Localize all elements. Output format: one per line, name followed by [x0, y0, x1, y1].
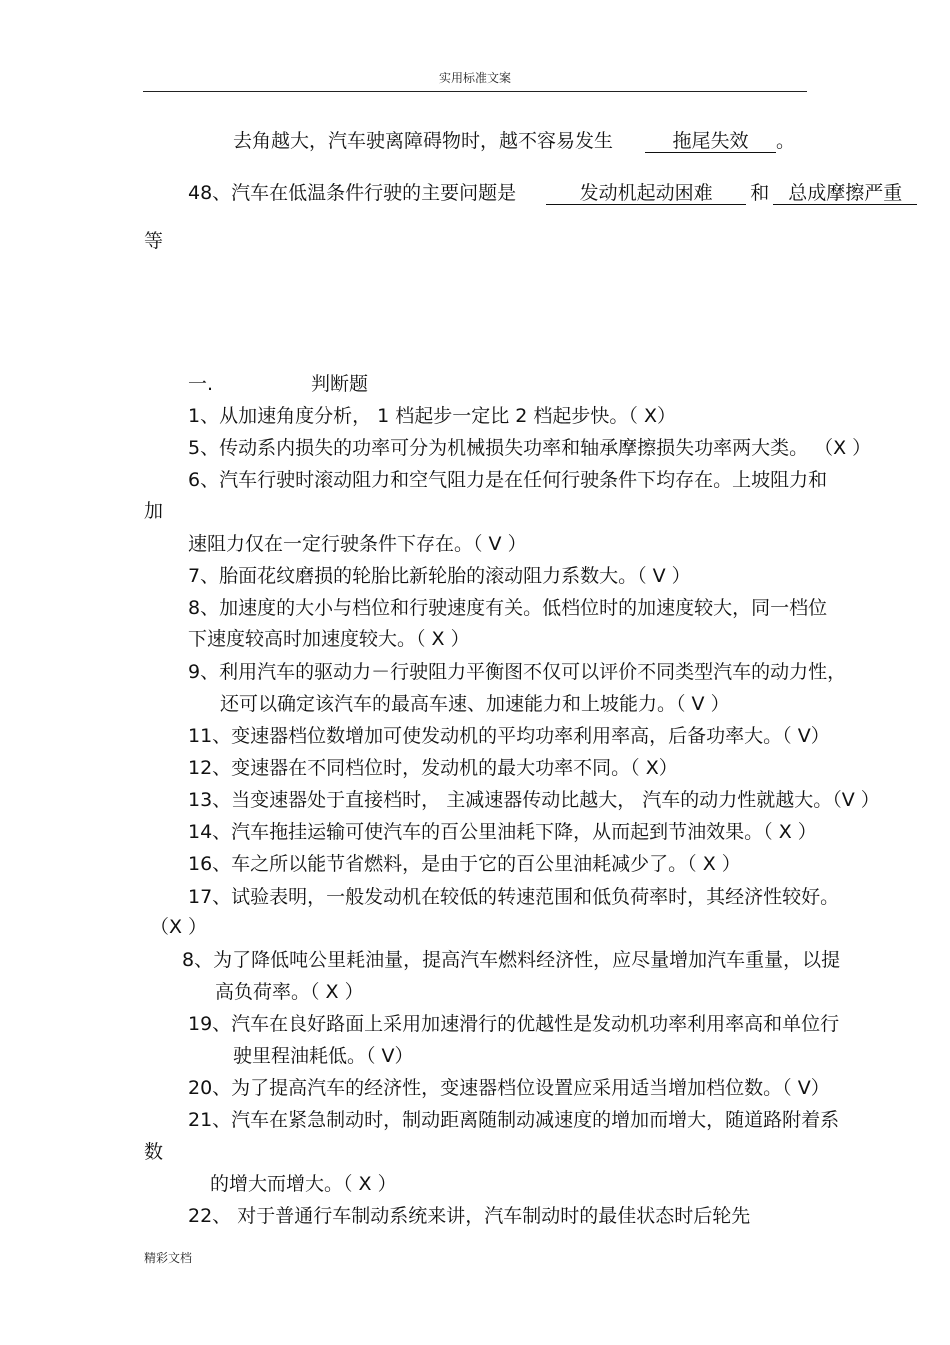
question-8-line-1: 8、加速度的大小与档位和行驶速度有关。低档位时的加速度较大，同一档位 — [188, 597, 828, 619]
fill-blank-answer: 拖尾失效 — [645, 130, 776, 153]
question-48-answer-1: 发动机起动困难 — [546, 182, 746, 205]
fill-blank-line-1 — [233, 130, 795, 153]
section-number: 一. — [188, 373, 214, 395]
question-18-line-1: 8、为了降低吨公里耗油量，提高汽车燃料经济性，应尽量增加汽车重量，以提 — [182, 949, 841, 971]
question-14: 14、汽车拖挂运输可使汽车的百公里油耗下降，从而起到节油效果。（ X ） — [188, 821, 817, 843]
question-19-line-1: 19、汽车在良好路面上采用加速滑行的优越性是发动机功率利用率高和单位行 — [188, 1013, 840, 1035]
page-footer: 精彩文档 — [144, 1251, 193, 1265]
question-19-line-2: 驶里程油耗低。（ V） — [233, 1045, 414, 1067]
question-16: 16、车之所以能节省燃料，是由于它的百公里油耗减少了。（ X ） — [188, 853, 741, 875]
fill-blank-period: 。 — [776, 130, 796, 152]
question-5: 5、传动系内损失的功率可分为机械损失功率和轴承摩擦损失功率两大类。 （X ） — [188, 437, 872, 459]
question-20: 20、为了提高汽车的经济性，变速器档位设置应采用适当增加档位数。（ V） — [188, 1077, 830, 1099]
header-rule — [143, 91, 807, 92]
question-9-line-1: 9、利用汽车的驱动力－行驶阻力平衡图不仅可以评价不同类型汽车的动力性， — [188, 661, 847, 683]
question-6-line-2: 加 — [144, 500, 164, 522]
question-8-line-2: 下速度较高时加速度较大。（ X ） — [188, 628, 470, 650]
section-title: 判断题 — [311, 373, 369, 395]
question-48-tail: 等 — [144, 230, 164, 252]
question-48-text: 48、汽车在低温条件行驶的主要问题是 — [188, 182, 517, 204]
question-21-line-1: 21、汽车在紧急制动时，制动距离随制动减速度的增加而增大，随道路附着系 — [188, 1109, 840, 1131]
question-21-line-2: 数 — [144, 1141, 164, 1163]
question-48-and: 和 — [750, 182, 770, 204]
question-6-line-3: 速阻力仅在一定行驶条件下存在。（ V ） — [188, 533, 527, 555]
question-17-line-2: （X ） — [150, 916, 208, 938]
question-9-line-2: 还可以确定该汽车的最高车速、加速能力和上坡能力。（ V ） — [220, 693, 730, 715]
page-header: 实用标准文案 — [438, 71, 511, 85]
question-1: 1、从加速角度分析， 1 档起步一定比 2 档起步快。（ X） — [188, 405, 676, 427]
question-13: 13、当变速器处于直接档时， 主减速器传动比越大， 汽车的动力性就越大。（V ） — [188, 789, 880, 811]
question-7: 7、胎面花纹磨损的轮胎比新轮胎的滚动阻力系数大。（ V ） — [188, 565, 691, 587]
question-12: 12、变速器在不同档位时，发动机的最大功率不同。（ X） — [188, 757, 678, 779]
question-22: 22、 对于普通行车制动系统来讲，汽车制动时的最佳状态时后轮先 — [188, 1205, 751, 1227]
question-6-line-1: 6、汽车行驶时滚动阻力和空气阻力是在任何行驶条件下均存在。上坡阻力和 — [188, 469, 828, 491]
question-48-answer-2: 总成摩擦严重 — [773, 182, 917, 205]
question-21-line-3: 的增大而增大。（ X ） — [210, 1173, 397, 1195]
question-18-line-2: 高负荷率。（ X ） — [215, 981, 364, 1003]
question-17-line-1: 17、试验表明，一般发动机在较低的转速范围和低负荷率时，其经济性较好。 — [188, 886, 840, 908]
question-11: 11、变速器档位数增加可使发动机的平均功率利用率高，后备功率大。（ V） — [188, 725, 830, 747]
fill-blank-text: 去角越大，汽车驶离障碍物时，越不容易发生 — [233, 130, 614, 152]
question-48 — [188, 182, 917, 205]
